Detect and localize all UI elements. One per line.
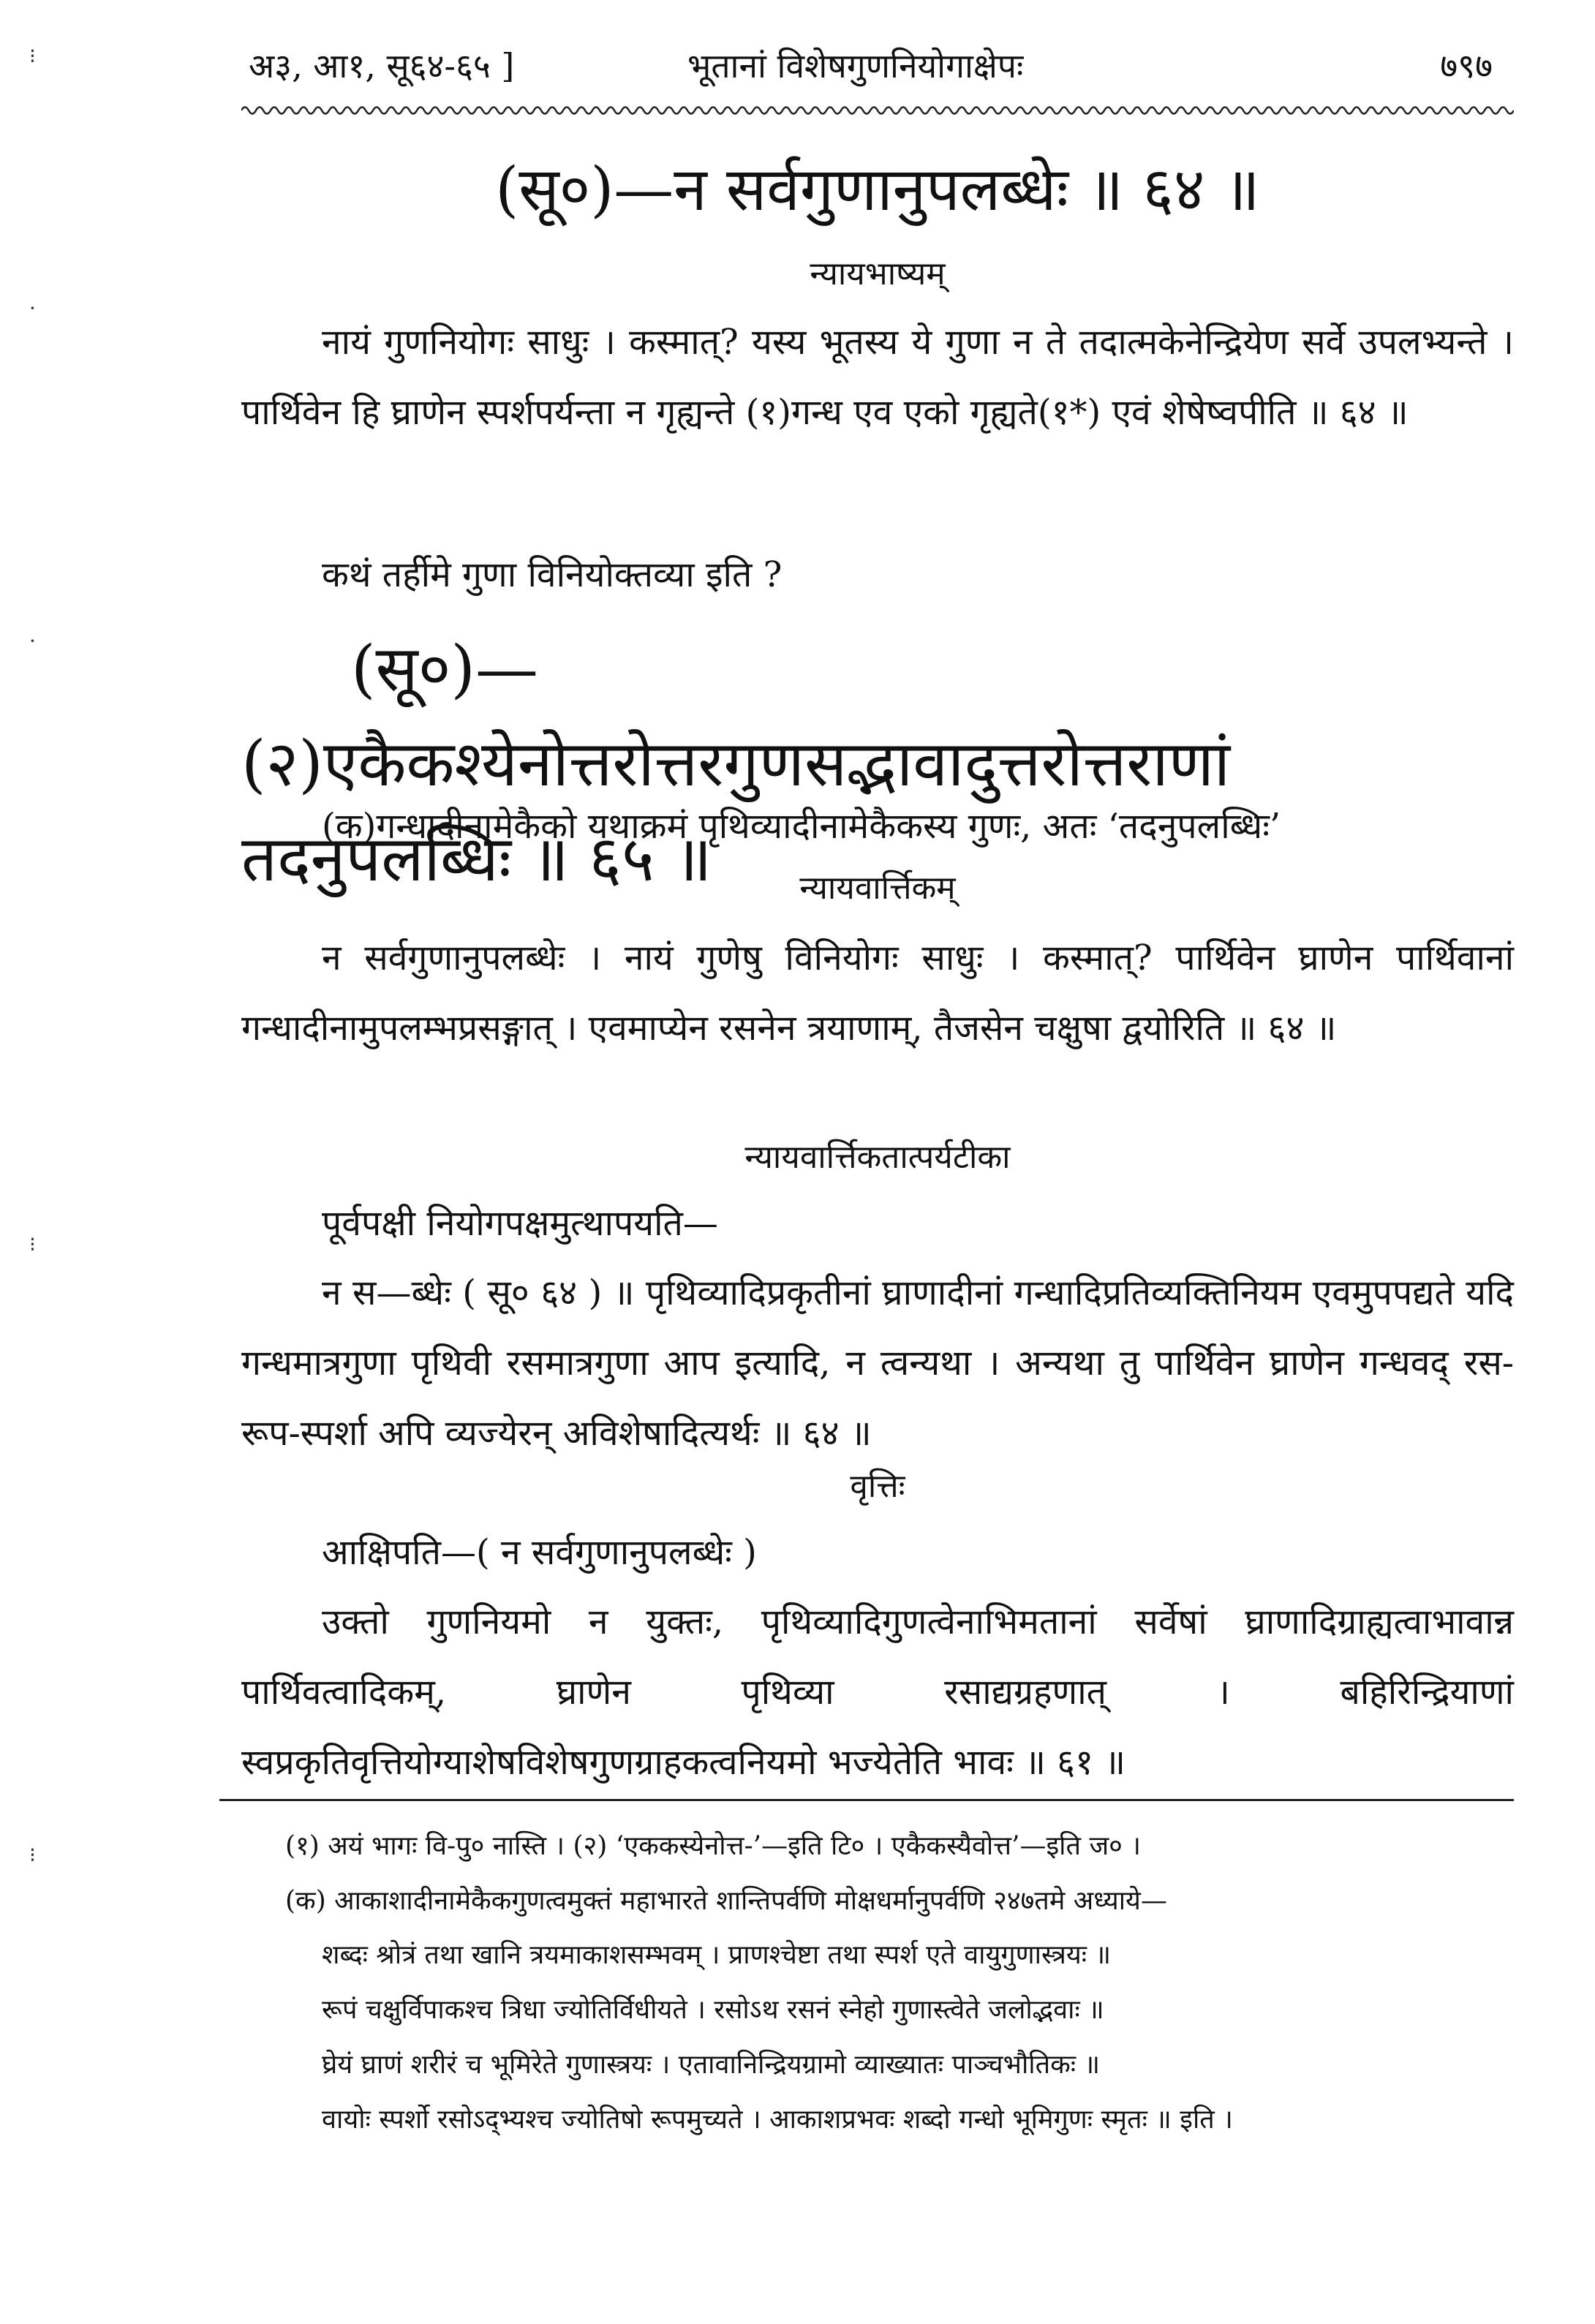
footnote-ka: (क) आकाशादीनामेकैकगुणत्वमुक्तं महाभारते शान्तिपर्वणि मोक्षधर्मानुपर्वणि २४७तमे अध्याये— xyxy=(285,1886,1167,1916)
footnote-verse: घ्रेयं घ्राणं शरीरं च भूमिरेते गुणास्त्रयः । एतावानिन्द्रियग्रामो व्याख्यातः पाञ्चभौतिकः ॥ xyxy=(322,2050,1101,2080)
scan-mark: ⁝ xyxy=(29,1232,36,1256)
footnote-verse: शब्दः श्रोत्रं तथा खानि त्रयमाकाशसम्भवम् । प्राणश्चेष्टा तथा स्पर्श एते वायुगुणास्त्रयः ॥ xyxy=(322,1940,1112,1970)
vritti-text: उक्तो गुणनियमो न युक्तः, पृथिव्यादिगुणत्वेनाभिमतानां सर्वेषां घ्राणादिग्राह्यत्वाभावान्न पार्थिवत्वादिकम्, घ्राणेन पृथिव्या रसाद्यग्रहणात् । बहिरिन्द्रियाणां स्वप्रकृतिवृत्तियोग्याशेषविशेषगुणग्राहकत्वनियमो भज्येतेति भावः ॥ ६१ ॥ xyxy=(241,1601,1514,1783)
footnote-verse: वायोः स्पर्शो रसोऽद्भ्यश्च ज्योतिषो रूपमुच्यते । आकाशप्रभवः शब्दो गन्धो भूमिगुणः स्मृतः ॥ इति । xyxy=(322,2105,1233,2135)
vritti-heading: वृत्तिः xyxy=(850,1468,905,1505)
nyayabhasya-heading: न्यायभाष्यम् xyxy=(810,255,946,293)
sutra-65: (सू०)—(२)एकैकश्येनोत्तरोत्तरगुणसद्भावादुत्तरोत्तराणां तदनुपलब्धिः ॥ ६५ ॥ xyxy=(241,633,1231,896)
running-header xyxy=(249,42,1493,94)
wavy-rule xyxy=(241,102,1514,118)
sutra-64: (सू०)—न सर्वगुणानुपलब्धेः ॥ ६४ ॥ xyxy=(495,155,1260,225)
footnote-verse: रूपं चक्षुर्विपाकश्च त्रिधा ज्योतिर्विधीयते । रसोऽथ रसनं स्नेहो गुणास्त्वेते जलोद्भवाः ॥ xyxy=(322,1995,1104,2025)
footnote-rule xyxy=(219,1799,1514,1801)
tatparyatika-heading: न्यायवार्त्तिकतात्पर्यटीका xyxy=(744,1139,1011,1176)
scan-mark: ⁝ xyxy=(29,44,36,68)
tatparyatika-intro: पूर्वपक्षी नियोगपक्षमुत्थापयति— xyxy=(322,1203,718,1244)
scan-mark: ⁝ xyxy=(29,1843,36,1867)
footnote-1-2: (१) अयं भागः वि-पु० नास्ति । (२) ‘एककस्येनोत्त-’—इति टि० । एकैकस्यैवोत्त’—इति ज० । xyxy=(285,1831,1141,1861)
running-title: भूतानां विशेषगुणनियोगाक्षेपः xyxy=(687,46,1024,86)
tatparyatika-text: न स—ब्धेः ( सू० ६४ ) ॥ पृथिव्यादिप्रकृतीनां घ्राणादीनां गन्धादिप्रतिव्यक्तिनियम एवमुपपद्यते यदि गन्धमात्रगुणा पृथिवी रसमात्रगुणा आप इत्यादि, न त्वन्यथा । अन्यथा तु पार्थिवेन घ्राणेन गन्धवद् रस-रूप-स्पर्शा अपि व्यज्येरन् अविशेषादित्यर्थः ॥ ६४ ॥ xyxy=(241,1272,1514,1454)
nyayavartika-heading: न्यायवार्त्तिकम् xyxy=(799,869,956,907)
chapter-reference: अ३, आ१, सू६४-६५ ] xyxy=(249,46,515,86)
scan-mark: · xyxy=(29,296,36,320)
scan-mark: · xyxy=(29,629,36,653)
nyayavartika-text: न सर्वगुणानुपलब्धेः । नायं गुणेषु विनियोगः साधुः । कस्मात्? पार्थिवेन घ्राणेन पार्थिवानां गन्धादीनामुपलम्भप्रसङ्गात् । एवमाप्येन रसनेन त्रयाणाम्, तैजसेन चक्षुषा द्वयोरिति ॥ ६४ ॥ xyxy=(241,937,1514,1049)
vritti-intro: आक्षिपति—( न सर्वगुणानुपलब्धेः ) xyxy=(322,1532,757,1573)
bhasya-question: कथं तर्हीमे गुणा विनियोक्तव्या इति ? xyxy=(322,554,783,595)
nyayabhasya-text: नायं गुणनियोगः साधुः । कस्मात्? यस्य भूतस्य ये गुणा न ते तदात्मकेनेन्द्रियेण सर्वे उपलभ्यन्ते । पार्थिवेन हि घ्राणेन स्पर्शपर्यन्ता न गृह्यन्ते (१)गन्ध एव एको गृह्यते(१*) एवं शेषेष्वपीति ॥ ६४ ॥ xyxy=(241,322,1514,433)
note-ka: (क)गन्धादीनामेकैको यथाक्रमं पृथिव्यादीनामेकैकस्य गुणः, अतः ‘तदनुपलब्धिः’ xyxy=(322,806,1281,847)
page-number: ७९७ xyxy=(1440,46,1493,86)
